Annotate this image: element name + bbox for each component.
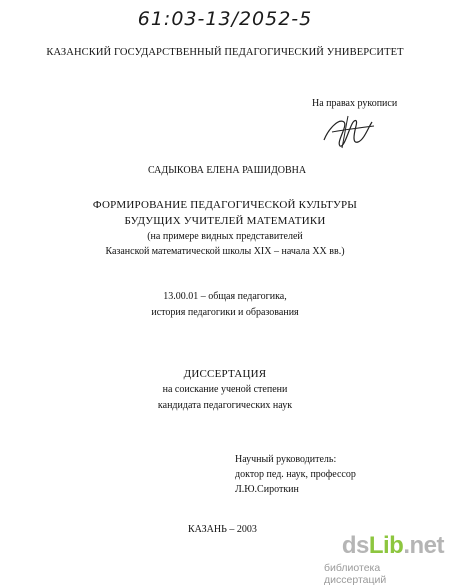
specialty-code: 13.00.01 – общая педагогика, (163, 291, 287, 302)
degree-line-2: кандидата педагогических наук (157, 400, 293, 411)
handwritten-shelf-mark: 61:03-13/2052-5 (137, 8, 313, 30)
signature-icon (318, 112, 378, 150)
document-type: ДИССЕРТАЦИЯ (183, 368, 267, 380)
title-line-2: БУДУЩИХ УЧИТЕЛЕЙ МАТЕМАТИКИ (124, 215, 326, 227)
advisor-label: Научный руководитель: (235, 454, 337, 465)
title-line-1: ФОРМИРОВАНИЕ ПЕДАГОГИЧЕСКОЙ КУЛЬТУРЫ (92, 199, 358, 211)
dslib-watermark (324, 532, 444, 586)
manuscript-note: На правах рукописи (312, 98, 398, 109)
dslib-logo (342, 532, 444, 560)
author-name: САДЫКОВА ЕЛЕНА РАШИДОВНА (148, 165, 307, 176)
specialty-name: история педагогики и образования (151, 307, 299, 318)
logo-net: .net (403, 532, 444, 559)
watermark-tagline: библиотека диссертаций (324, 562, 387, 586)
subtitle-line-2: Казанской математической школы XIX – начала XX вв.) (105, 246, 345, 257)
advisor-name: Л.Ю.Сироткин (235, 484, 299, 495)
logo-lib: Lib (368, 532, 404, 559)
university-name: КАЗАНСКИЙ ГОСУДАРСТВЕННЫЙ ПЕДАГОГИЧЕСКИЙ УНИВЕРСИТЕТ (46, 47, 404, 58)
subtitle-line-1: (на примере видных представителей (147, 231, 303, 242)
degree-line-1: на соискание ученой степени (162, 384, 288, 395)
advisor-degree: доктор пед. наук, профессор (235, 469, 356, 480)
city-year: КАЗАНЬ – 2003 (188, 524, 257, 535)
logo-ds: ds (341, 532, 369, 559)
